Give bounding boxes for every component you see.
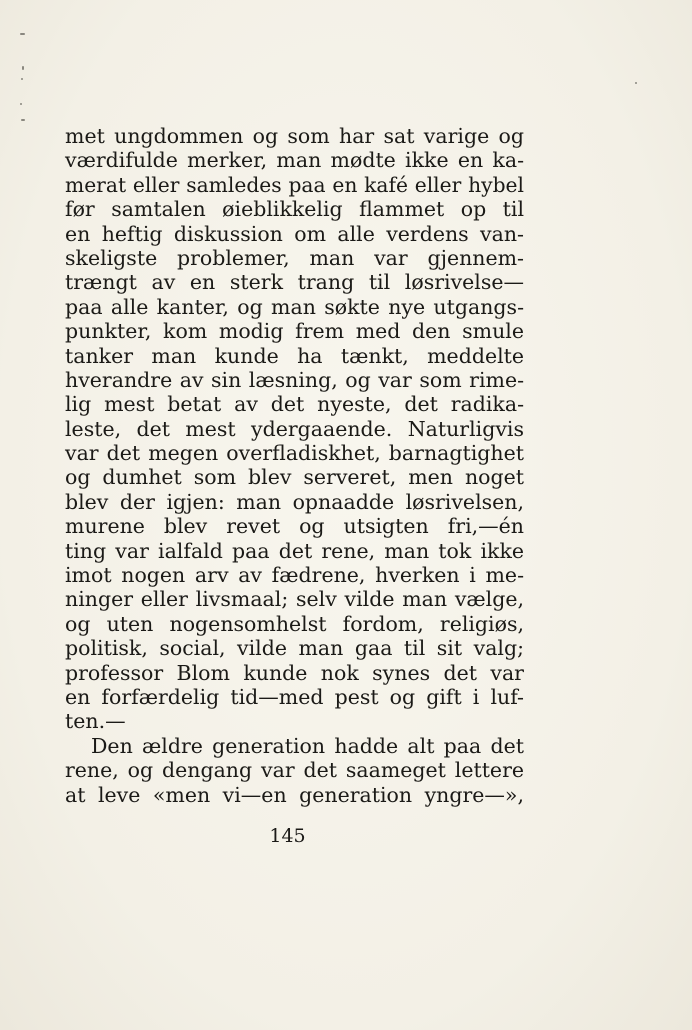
text-line: met ungdommen og som har sat varige og (65, 124, 524, 148)
text-line: værdifulde merker, man mødte ikke en ka- (65, 148, 524, 173)
margin-speck (21, 119, 25, 121)
text-line: imot nogen arv av fædrene, hverken i me- (65, 563, 524, 588)
margin-speck (20, 103, 22, 105)
text-line: at leve «men vi—en generation yngre—», (65, 782, 524, 807)
margin-speck (20, 33, 25, 35)
text-line: ting var ialfald paa det rene, man tok ikke (65, 538, 524, 563)
text-line: før samtalen øieblikkelig flammet op til (65, 197, 524, 222)
margin-speck (635, 82, 637, 84)
text-line: merat eller samledes paa en kafé eller hybel (65, 172, 524, 197)
text-line: blev der igjen: man opnaadde løsrivelsen, (65, 489, 524, 514)
margin-speck (22, 66, 24, 70)
text-line: ninger eller livsmaal; selv vilde man vælge, (65, 587, 524, 612)
text-line: tanker man kunde ha tænkt, meddelte (65, 343, 524, 368)
text-line: var det megen overfladiskhet, barnagtighet (65, 441, 524, 466)
text-line: ten.— (65, 709, 126, 734)
text-line: Den ældre generation hadde alt paa det (91, 733, 524, 758)
text-line: skeligste problemer, man var gjennem- (65, 245, 524, 270)
text-line: punkter, kom modig frem med den smule (65, 319, 524, 344)
text-line: paa alle kanter, og man søkte nye utgangs- (65, 294, 524, 319)
text-line: professor Blom kunde nok synes det var (65, 660, 524, 685)
margin-speck (21, 78, 23, 80)
text-line: en heftig diskussion om alle verdens van- (65, 221, 524, 246)
text-line: rene, og dengang var det saameget lettere (65, 758, 524, 783)
text-line: lig mest betat av det nyeste, det radika- (65, 392, 524, 417)
text-line: en forfærdelig tid—med pest og gift i luf- (65, 684, 524, 709)
text-line: og dumhet som blev serveret, men noget (65, 465, 524, 490)
text-line: trængt av en sterk trang til løsrivelse— (65, 270, 524, 295)
page-number: 145 (269, 825, 306, 847)
text-line: hverandre av sin læsning, og var som rime- (65, 367, 524, 392)
text-line: politisk, social, vilde man gaa til sit valg; (65, 636, 524, 661)
body-text (65, 124, 524, 807)
text-line: murene blev revet og utsigten fri,—én (65, 514, 524, 539)
text-line: og uten nogensomhelst fordom, religiøs, (65, 611, 524, 636)
text-line: leste, det mest ydergaaende. Naturligvis (65, 416, 524, 441)
